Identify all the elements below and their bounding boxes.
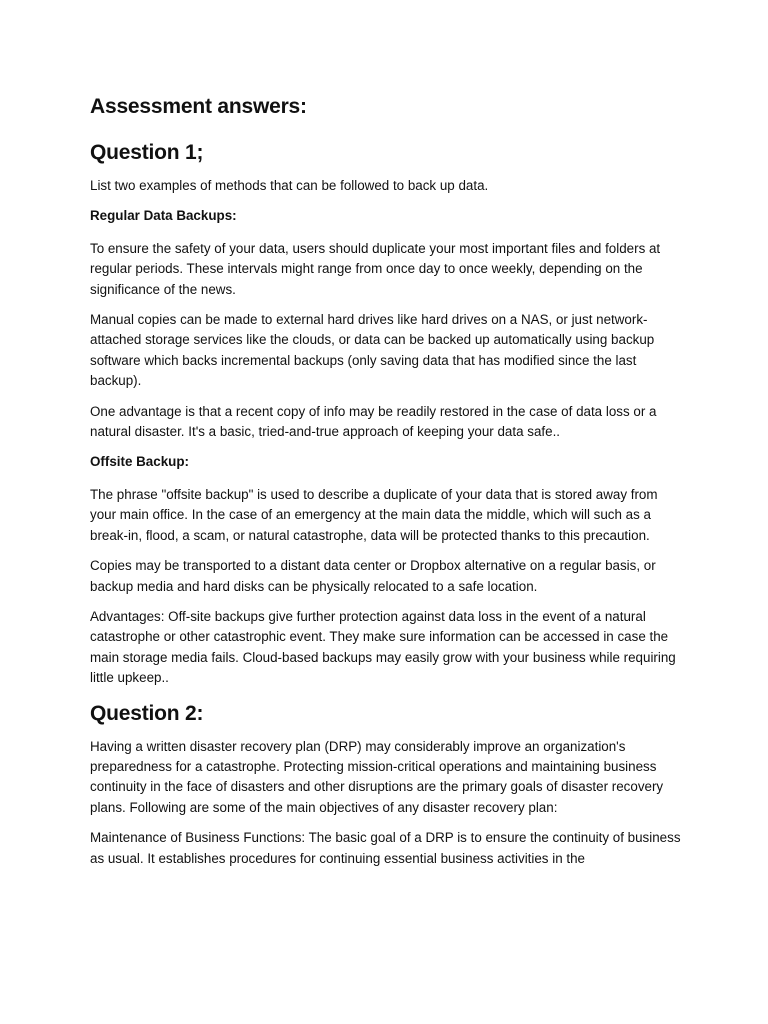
question-1-heading: Question 1; bbox=[90, 141, 204, 164]
document-title: Assessment answers: bbox=[90, 95, 307, 118]
question-1-section bbox=[90, 138, 682, 689]
regular-backups-heading: Regular Data Backups: bbox=[90, 208, 237, 224]
offsite-backup-heading: Offsite Backup: bbox=[90, 454, 189, 470]
regular-backups-paragraph-3: One advantage is that a recent copy of info may be readily restored in the case of data loss or a natural disaster. It's a basic, tried-and-true approach of keeping your data safe.. bbox=[90, 403, 657, 440]
offsite-backup-paragraph-1: The phrase "offsite backup" is used to describe a duplicate of your data that is stored away from your main office. In the case of an emergency at the main data the middle, which will such as a break-in, flood, a scam, or natural catastrophe, data will be protected thanks to this precaution. bbox=[90, 486, 658, 543]
question-2-heading: Question 2: bbox=[90, 701, 204, 725]
question-2-paragraph-1: Having a written disaster recovery plan (DRP) may considerably improve an organization's preparedness for a catastrophe. Protecting mission-critical operations and maintaining business continuity in the face of disasters and other disruptions are the primary goals of disaster recovery plans. Following are some of the main objectives of any disaster recovery plan: bbox=[90, 738, 664, 815]
question-2-section bbox=[90, 699, 682, 869]
regular-backups-paragraph-1: To ensure the safety of your data, users should duplicate your most important files and folders at regular periods. These intervals might range from once day to once weekly, depending on the significance of the news. bbox=[90, 240, 661, 297]
offsite-backup-paragraph-3: Advantages: Off-site backups give further protection against data loss in the event of a natural catastrophe or other catastrophic event. They make sure information can be accessed in case the main storage media fails. Cloud-based backups may easily grow with your business while requiring little upkeep.. bbox=[90, 608, 676, 686]
regular-backups-paragraph-2: Manual copies can be made to external hard drives like hard drives on a NAS, or just network-attached storage services like the clouds, or data can be backed up automatically using backup software which backs incremental backups (only saving data that has modified since the last backup). bbox=[90, 312, 655, 389]
offsite-backup-paragraph-2: Copies may be transported to a distant data center or Dropbox alternative on a regular basis, or backup media and hard disks can be physically relocated to a safe location. bbox=[90, 558, 656, 594]
question-1-prompt: List two examples of methods that can be followed to back up data. bbox=[90, 178, 489, 193]
question-2-paragraph-2: Maintenance of Business Functions: The basic goal of a DRP is to ensure the continuity of business as usual. It establishes procedures for continuing essential business activities in the bbox=[90, 830, 681, 866]
